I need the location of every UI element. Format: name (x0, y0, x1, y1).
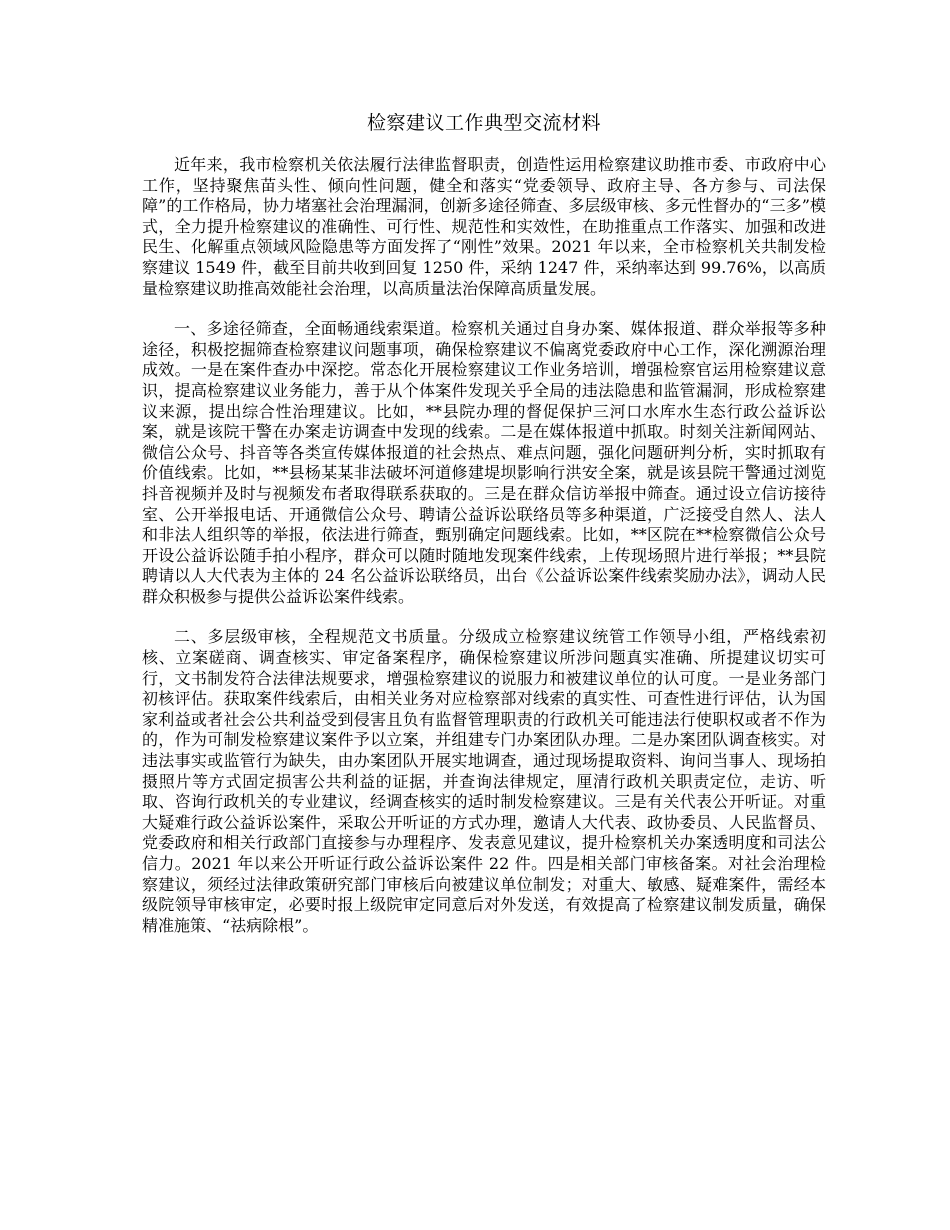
section-two-paragraph: 二、多层级审核，全程规范文书质量。分级成立检察建议统管工作领导小组，严格线索初核、立案磋商、调查核实、审定备案程序，确保检察建议所涉问题真实准确、所提建议切实可行，文书制发符合法律法规要求，增强检察建议的说服力和被建议单位的认可度。一是业务部门初核评估。获取案件线索后，由相关业务对应检察部对线索的真实性、可查性进行评估，认为国家利益或者社会公共利益受到侵害且负有监督管理职责的行政机关可能违法行使职权或者不作为的，作为可制发检察建议案件予以立案，并组建专门办案团队办理。二是办案团队调查核实。对违法事实或监管行为缺失，由办案团队开展实地调查，通过现场提取资料、询问当事人、现场拍摄照片等方式固定损害公共利益的证据，并查询法律规定，厘清行政机关职责定位，走访、听取、咨询行政机关的专业建议，经调查核实的适时制发检察建议。三是有关代表公开听证。对重大疑难行政公益诉讼案件，采取公开听证的方式办理，邀请人大代表、政协委员、人民监督员、党委政府和相关行政部门直接参与办理程序、发表意见建议，提升检察机关办案透明度和司法公信力。2021 年以来公开听证行政公益诉讼案件 22 件。四是相关部门审核备案。对社会治理检察建议，须经过法律政策研究部门审核后向被建议单位制发；对重大、敏感、疑难案件，需经本级院领导审核审定，必要时报上级院审定同意后对外发送，有效提高了检察建议制发质量，确保精准施策、“祛病除根”。 (142, 627, 826, 935)
document-page (142, 110, 826, 956)
section-one-paragraph: 一、多途径筛查，全面畅通线索渠道。检察机关通过自身办案、媒体报道、群众举报等多种途径，积极挖掘筛查检察建议问题事项，确保检察建议不偏离党委政府中心工作，深化溯源治理成效。一是在案件查办中深挖。常态化开展检察建议工作业务培训，增强检察官运用检察建议意识，提高检察建议业务能力，善于从个体案件发现关乎全局的违法隐患和监管漏洞，形成检察建议来源，提出综合性治理建议。比如，**县院办理的督促保护三河口水库水生态行政公益诉讼案，就是该院干警在办案走访调查中发现的线索。二是在媒体报道中抓取。时刻关注新闻网站、微信公众号、抖音等各类宣传媒体报道的社会热点、难点问题，强化问题研判分析，实时抓取有价值线索。比如，**县杨某某非法破坏河道修建堤坝影响行洪安全案，就是该县院干警通过浏览抖音视频并及时与视频发布者取得联系获取的。三是在群众信访举报中筛查。通过设立信访接待室、公开举报电话、开通微信公众号、聘请公益诉讼联络员等多种渠道，广泛接受自然人、法人和非法人组织等的举报，依法进行筛查，甄别确定问题线索。比如，**区院在**检察微信公众号开设公益诉讼随手拍小程序，群众可以随时随地发现案件线索，上传现场照片进行举报；**县院聘请以人大代表为主体的 24 名公益诉讼联络员，出台《公益诉讼案件线索奖励办法》，调动人民群众积极参与提供公益诉讼案件线索。 (142, 319, 826, 606)
document-title: 检察建议工作典型交流材料 (366, 112, 601, 134)
intro-paragraph: 近年来，我市检察机关依法履行法律监督职责，创造性运用检察建议助推市委、市政府中心工作，坚持聚焦苗头性、倾向性问题，健全和落实“党委领导、政府主导、各方参与、司法保障”的工作格局，协力堵塞社会治理漏洞，创新多途径筛查、多层级审核、多元性督办的“三多”模式，全力提升检察建议的准确性、可行性、规范性和实效性，在助推重点工作落实、加强和改进民生、化解重点领域风险隐患等方面发挥了“刚性”效果。2021 年以来，全市检察机关共制发检察建议 1549 件，截至目前共收到回复 1250 件，采纳 1247 件，采纳率达到 99.76%，以高质量检察建议助推高效能社会治理，以高质量法治保障高质量发展。 (142, 155, 826, 298)
